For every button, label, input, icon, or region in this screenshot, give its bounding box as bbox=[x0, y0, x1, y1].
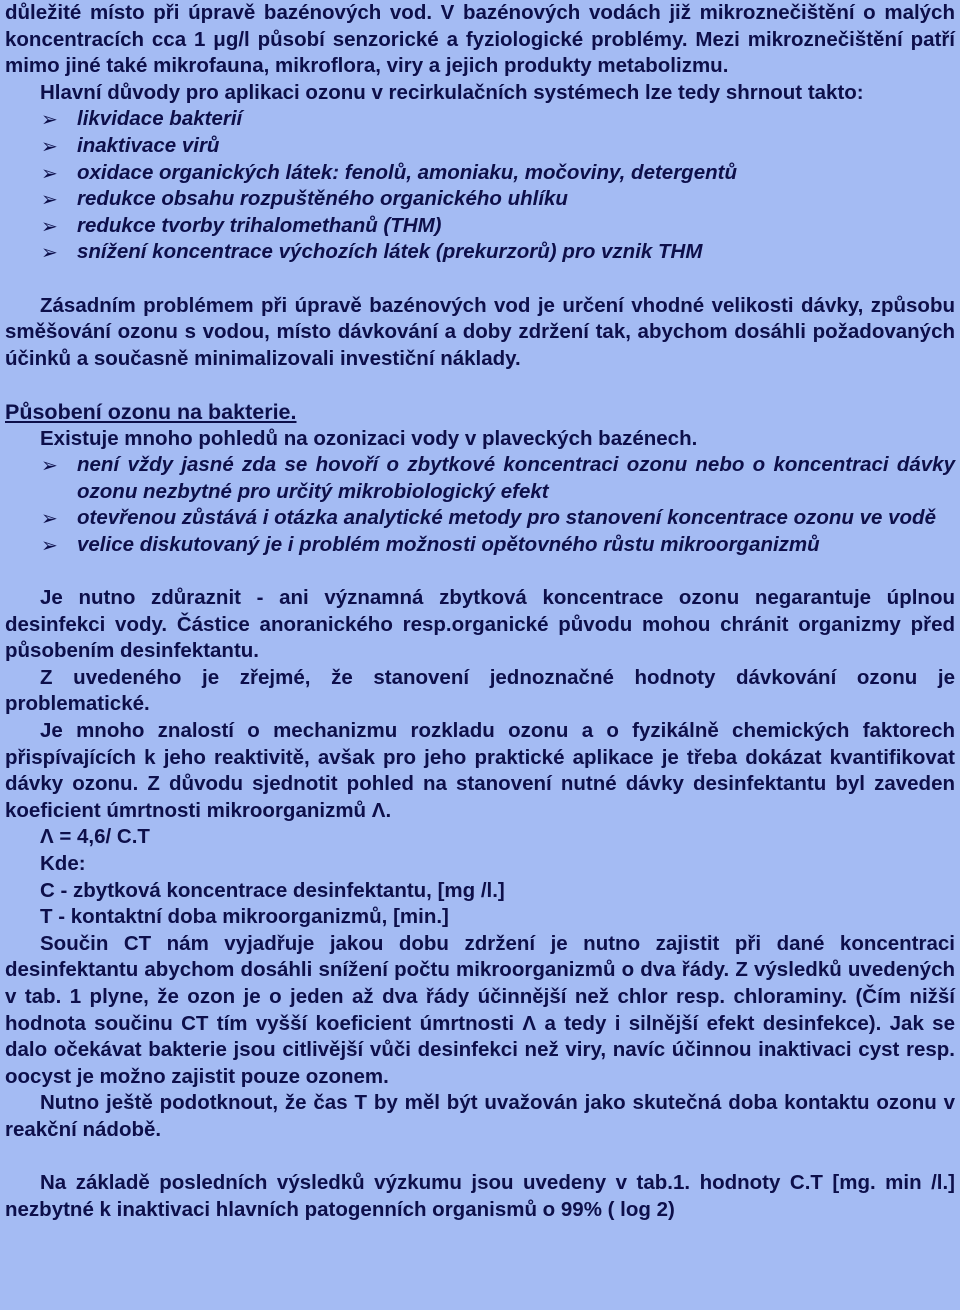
arrow-bullet-icon: ➢ bbox=[41, 506, 58, 531]
arrow-bullet-icon: ➢ bbox=[41, 133, 58, 158]
definition-c: C - zbytková koncentrace desinfektantu, [mg /l.] bbox=[40, 878, 505, 902]
arrow-bullet-icon: ➢ bbox=[41, 240, 58, 265]
reasons-list bbox=[5, 106, 955, 266]
list-item: ➢ otevřenou zůstává i otázka analytické metody pro stanovení koncentrace ozonu ve vodě bbox=[41, 506, 936, 531]
list-item: ➢ redukce obsahu rozpuštěného organického uhlíku bbox=[41, 187, 568, 212]
definitions-label: Kde: bbox=[40, 852, 86, 875]
intro-paragraph: důležité místo při úpravě bazénových vod. V bazénových vodách již mikroznečištění o malých koncentracích cca 1 μg/l působí senzorické a fyziologické problémy. Mezi mikroznečištění patří mimo jiné také mikrofauna, mikroflora, viry a jejich produkty metabolizmu. bbox=[5, 1, 955, 78]
list-item: ➢ velice diskutovaný je i problém možnosti opětovného růstu mikroorganizmů bbox=[41, 532, 820, 557]
body-paragraph: Nutno ještě podotknout, že čas T by měl být uvažován jako skutečná doba kontaktu ozonu v reakční nádobě. bbox=[5, 1091, 955, 1141]
body-paragraph: Je nutno zdůraznit - ani významná zbytková koncentrace ozonu negarantuje úplnou desinfekci vody. Částice anoranického resp.organické původu mohou chránit organizmy před působením desinfektantu. bbox=[5, 586, 955, 663]
list-item: ➢ oxidace organických látek: fenolů, amoniaku, močoviny, detergentů bbox=[41, 160, 737, 185]
list-item: ➢ není vždy jasné zda se hovoří o zbytkové koncentraci ozonu nebo o koncentraci dávky ozonu nezbytné pro určitý mikrobiologický efekt bbox=[41, 453, 955, 503]
reasons-intro: Hlavní důvody pro aplikaci ozonu v recirkulačních systémech lze tedy shrnout takto: bbox=[40, 80, 864, 104]
arrow-bullet-icon: ➢ bbox=[41, 187, 58, 212]
list-item: ➢ inaktivace virů bbox=[41, 133, 220, 158]
formula: Λ = 4,6/ C.T bbox=[40, 825, 150, 849]
arrow-bullet-icon: ➢ bbox=[41, 453, 58, 478]
body-paragraph: Je mnoho znalostí o mechanizmu rozkladu ozonu a o fyzikálně chemických faktorech přispívajících k jeho reaktivitě, avšak pro jeho praktické aplikace je třeba dokázat kvantifikovat dávky ozonu. Z důvodu sjednotit pohled na stanovení nutné dávky desinfektantu byl zaveden koeficient úmrtnosti mikroorganizmů Λ. bbox=[5, 719, 955, 822]
arrow-bullet-icon: ➢ bbox=[41, 160, 58, 185]
arrow-bullet-icon: ➢ bbox=[41, 213, 58, 238]
problem-paragraph: Zásadním problémem při úpravě bazénových vod je určení vhodné velikosti dávky, způsobu směšování ozonu s vodou, místo dávkování a doby zdržení tak, abychom dosáhli požadovaných účinků a současně minimalizovali investiční náklady. bbox=[5, 293, 955, 370]
definition-t: T - kontaktní doba mikroorganizmů, [min.] bbox=[40, 905, 449, 929]
arrow-bullet-icon: ➢ bbox=[41, 532, 58, 557]
issues-list bbox=[5, 452, 955, 558]
list-item: ➢ redukce tvorby trihalomethanů (THM) bbox=[41, 213, 442, 238]
body-paragraph: Z uvedeného je zřejmé, že stanovení jednoznačné hodnoty dávkování ozonu je problematické. bbox=[5, 665, 955, 716]
section-lead: Existuje mnoho pohledů na ozonizaci vody v plaveckých bazénech. bbox=[40, 426, 698, 450]
list-item: ➢ likvidace bakterií bbox=[41, 107, 243, 132]
body-paragraph: Součin CT nám vyjadřuje jakou dobu zdržení je nutno zajistit při dané koncentraci desinfektantu abychom dosáhli snížení počtu mikroorganizmů o dva řády. Z výsledků uvedených v tab. 1 plyne, že ozon je o jeden až dva řády účinnější než chlor resp. chloraminy. (Čím nižší hodnota součinu CT tím vyšší koeficient úmrtnosti Λ a tedy i silnější efekt desinfekce). Jak se dalo očekávat bakterie jsou citlivější vůči desinfekci než viry, navíc účinnou inaktivaci cyst resp. oocyst je možno zajistit pouze ozonem. bbox=[5, 931, 955, 1088]
arrow-bullet-icon: ➢ bbox=[41, 107, 58, 132]
body-paragraph: Na základě posledních výsledků výzkumu jsou uvedeny v tab.1. hodnoty C.T [mg. min /l.] nezbytné k inaktivaci hlavních patogenních organismů o 99% ( log 2) bbox=[5, 1171, 955, 1221]
list-item: ➢ snížení koncentrace výchozích látek (prekurzorů) pro vznik THM bbox=[41, 240, 703, 265]
section-heading: Působení ozonu na bakterie. bbox=[5, 399, 297, 424]
